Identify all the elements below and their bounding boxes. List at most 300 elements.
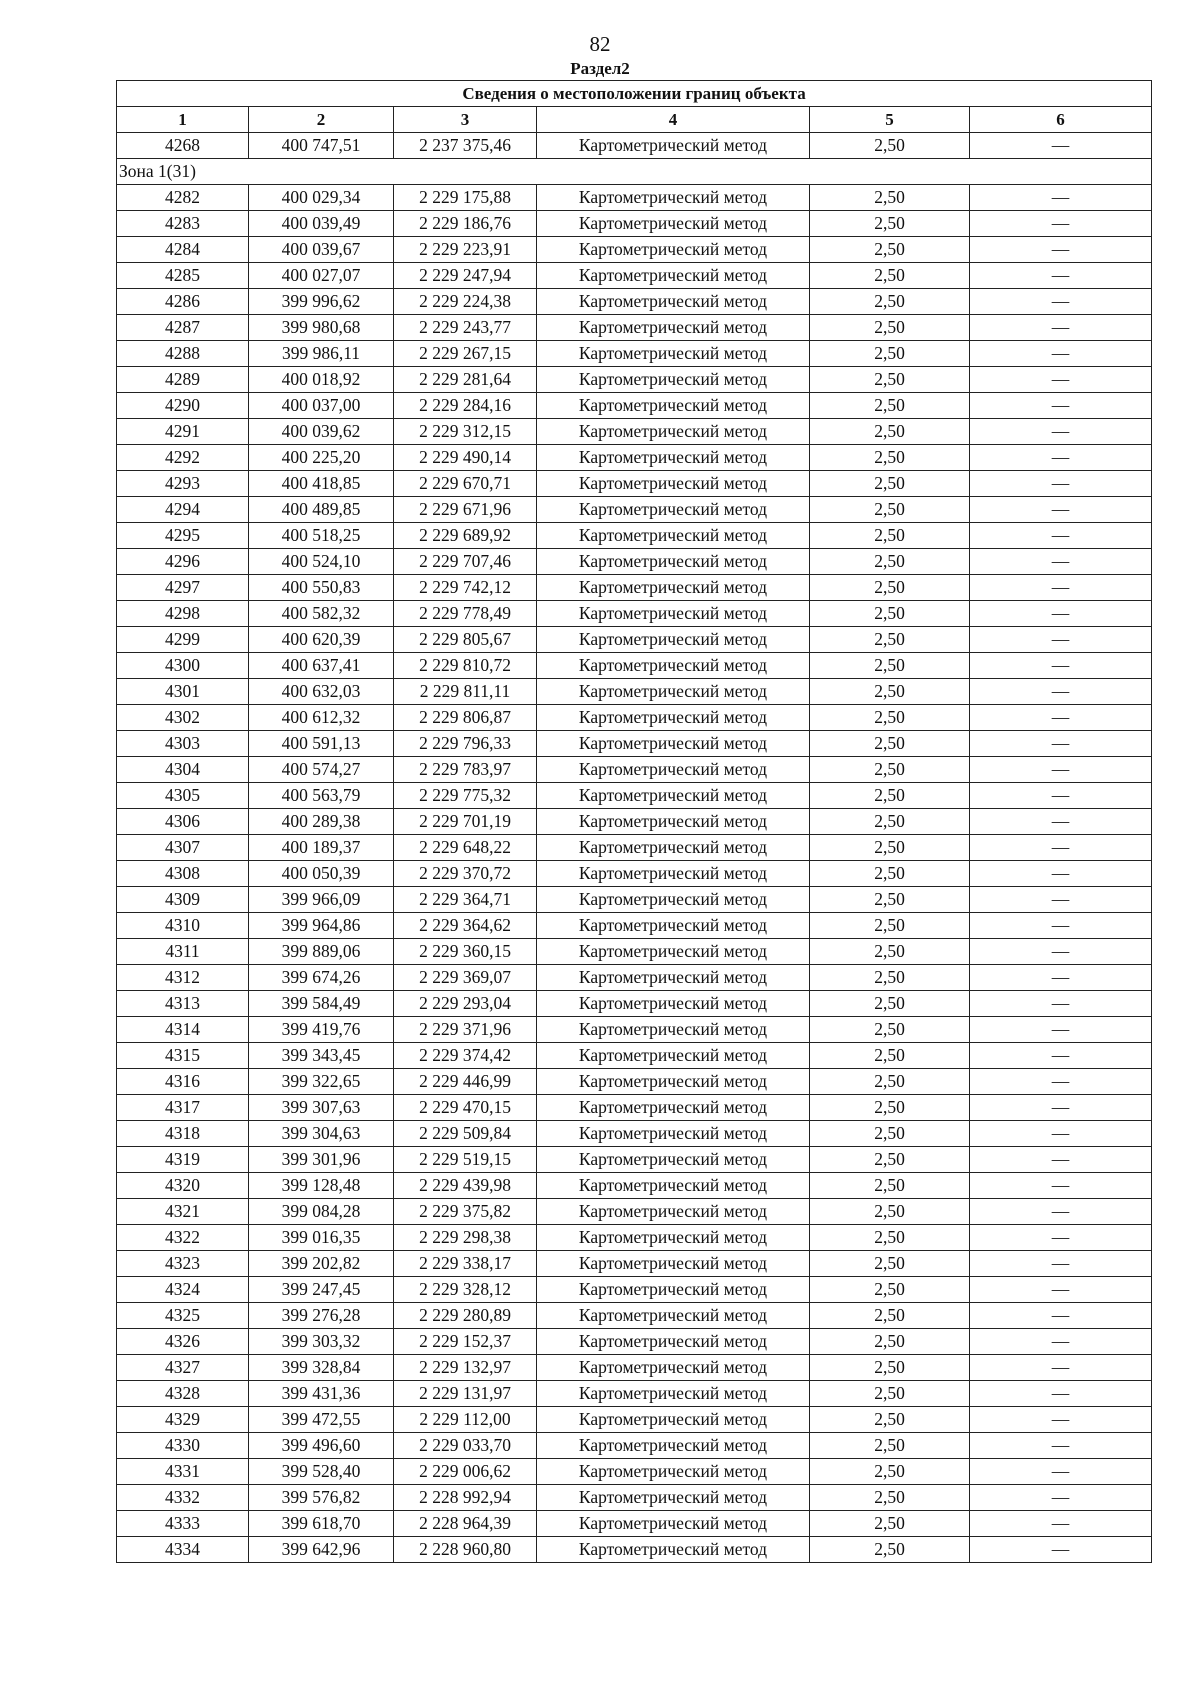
- method: Картометрический метод: [537, 1173, 810, 1199]
- method: Картометрический метод: [537, 835, 810, 861]
- accuracy: 2,50: [810, 263, 970, 289]
- coordinate-y: 2 229 224,38: [394, 289, 537, 315]
- point-number: 4329: [117, 1407, 249, 1433]
- coordinate-y: 2 229 689,92: [394, 523, 537, 549]
- coordinate-x: 399 674,26: [249, 965, 394, 991]
- note: —: [970, 1069, 1152, 1095]
- accuracy: 2,50: [810, 1251, 970, 1277]
- accuracy: 2,50: [810, 887, 970, 913]
- point-number: 4299: [117, 627, 249, 653]
- coordinate-x: 399 322,65: [249, 1069, 394, 1095]
- column-header-2: 2: [249, 107, 394, 133]
- note: —: [970, 1043, 1152, 1069]
- table-row: [117, 705, 1152, 731]
- coordinate-y: 2 229 006,62: [394, 1459, 537, 1485]
- table-row: [117, 471, 1152, 497]
- note: —: [970, 757, 1152, 783]
- method: Картометрический метод: [537, 315, 810, 341]
- coordinate-y: 2 229 112,00: [394, 1407, 537, 1433]
- coordinate-x: 400 591,13: [249, 731, 394, 757]
- note: —: [970, 1095, 1152, 1121]
- table-row: [117, 341, 1152, 367]
- point-number: 4312: [117, 965, 249, 991]
- table-row: [117, 965, 1152, 991]
- point-number: 4293: [117, 471, 249, 497]
- method: Картометрический метод: [537, 185, 810, 211]
- coordinate-y: 2 229 152,37: [394, 1329, 537, 1355]
- coordinate-x: 399 128,48: [249, 1173, 394, 1199]
- accuracy: 2,50: [810, 1121, 970, 1147]
- coordinate-y: 2 229 360,15: [394, 939, 537, 965]
- coordinate-y: 2 229 509,84: [394, 1121, 537, 1147]
- coordinate-y: 2 228 964,39: [394, 1511, 537, 1537]
- method: Картометрический метод: [537, 1407, 810, 1433]
- point-number: 4315: [117, 1043, 249, 1069]
- point-number: 4294: [117, 497, 249, 523]
- coordinate-x: 399 202,82: [249, 1251, 394, 1277]
- coordinate-y: 2 229 186,76: [394, 211, 537, 237]
- coordinate-y: 2 229 446,99: [394, 1069, 537, 1095]
- method: Картометрический метод: [537, 211, 810, 237]
- table-row: [117, 653, 1152, 679]
- coordinate-x: 400 289,38: [249, 809, 394, 835]
- note: —: [970, 341, 1152, 367]
- method: Картометрический метод: [537, 913, 810, 939]
- accuracy: 2,50: [810, 991, 970, 1017]
- method: Картометрический метод: [537, 1069, 810, 1095]
- table-title: Сведения о местоположении границ объекта: [117, 81, 1152, 107]
- table-row: [117, 1355, 1152, 1381]
- accuracy: 2,50: [810, 731, 970, 757]
- table-row: [117, 1485, 1152, 1511]
- note: —: [970, 965, 1152, 991]
- accuracy: 2,50: [810, 1095, 970, 1121]
- accuracy: 2,50: [810, 133, 970, 159]
- point-number: 4319: [117, 1147, 249, 1173]
- accuracy: 2,50: [810, 393, 970, 419]
- accuracy: 2,50: [810, 1303, 970, 1329]
- point-number: 4321: [117, 1199, 249, 1225]
- method: Картометрический метод: [537, 367, 810, 393]
- table-row: [117, 315, 1152, 341]
- boundary-table: [116, 80, 1152, 1563]
- point-number: 4322: [117, 1225, 249, 1251]
- coordinate-x: 399 576,82: [249, 1485, 394, 1511]
- point-number: 4268: [117, 133, 249, 159]
- table-row: [117, 1147, 1152, 1173]
- method: Картометрический метод: [537, 939, 810, 965]
- column-header-1: 1: [117, 107, 249, 133]
- method: Картометрический метод: [537, 289, 810, 315]
- note: —: [970, 1485, 1152, 1511]
- point-number: 4283: [117, 211, 249, 237]
- point-number: 4324: [117, 1277, 249, 1303]
- coordinate-y: 2 229 033,70: [394, 1433, 537, 1459]
- coordinate-x: 400 418,85: [249, 471, 394, 497]
- method: Картометрический метод: [537, 991, 810, 1017]
- table-row: [117, 835, 1152, 861]
- column-header-6: 6: [970, 107, 1152, 133]
- method: Картометрический метод: [537, 1303, 810, 1329]
- note: —: [970, 601, 1152, 627]
- point-number: 4302: [117, 705, 249, 731]
- coordinate-y: 2 229 701,19: [394, 809, 537, 835]
- coordinate-x: 400 524,10: [249, 549, 394, 575]
- coordinate-x: 399 618,70: [249, 1511, 394, 1537]
- accuracy: 2,50: [810, 1511, 970, 1537]
- coordinate-x: 399 980,68: [249, 315, 394, 341]
- method: Картометрический метод: [537, 757, 810, 783]
- note: —: [970, 419, 1152, 445]
- method: Картометрический метод: [537, 1225, 810, 1251]
- table-row: [117, 445, 1152, 471]
- table-row: [117, 757, 1152, 783]
- coordinate-y: 2 228 992,94: [394, 1485, 537, 1511]
- zone-label: Зона 1(31): [117, 159, 1152, 185]
- note: —: [970, 1407, 1152, 1433]
- coordinate-y: 2 229 281,64: [394, 367, 537, 393]
- coordinate-y: 2 229 370,72: [394, 861, 537, 887]
- table-head: [117, 81, 1152, 133]
- coordinate-y: 2 229 267,15: [394, 341, 537, 367]
- coordinate-x: 400 018,92: [249, 367, 394, 393]
- table-row: [117, 367, 1152, 393]
- coordinate-y: 2 229 132,97: [394, 1355, 537, 1381]
- coordinate-x: 399 966,09: [249, 887, 394, 913]
- coordinate-y: 2 229 707,46: [394, 549, 537, 575]
- method: Картометрический метод: [537, 1095, 810, 1121]
- method: Картометрический метод: [537, 523, 810, 549]
- note: —: [970, 1199, 1152, 1225]
- accuracy: 2,50: [810, 705, 970, 731]
- note: —: [970, 939, 1152, 965]
- point-number: 4332: [117, 1485, 249, 1511]
- coordinate-x: 400 518,25: [249, 523, 394, 549]
- coordinate-x: 399 889,06: [249, 939, 394, 965]
- accuracy: 2,50: [810, 1069, 970, 1095]
- coordinate-x: 400 489,85: [249, 497, 394, 523]
- coordinate-x: 399 343,45: [249, 1043, 394, 1069]
- coordinate-y: 2 229 298,38: [394, 1225, 537, 1251]
- accuracy: 2,50: [810, 939, 970, 965]
- coordinate-y: 2 229 280,89: [394, 1303, 537, 1329]
- coordinate-x: 399 996,62: [249, 289, 394, 315]
- table-row: [117, 523, 1152, 549]
- method: Картометрический метод: [537, 1485, 810, 1511]
- note: —: [970, 211, 1152, 237]
- table-row: [117, 1225, 1152, 1251]
- point-number: 4313: [117, 991, 249, 1017]
- point-number: 4298: [117, 601, 249, 627]
- note: —: [970, 705, 1152, 731]
- note: —: [970, 471, 1152, 497]
- method: Картометрический метод: [537, 1537, 810, 1563]
- coordinate-x: 400 037,00: [249, 393, 394, 419]
- note: —: [970, 549, 1152, 575]
- accuracy: 2,50: [810, 1147, 970, 1173]
- table-row: [117, 783, 1152, 809]
- accuracy: 2,50: [810, 1277, 970, 1303]
- table-row: [117, 1303, 1152, 1329]
- coordinate-y: 2 229 490,14: [394, 445, 537, 471]
- coordinate-x: 399 584,49: [249, 991, 394, 1017]
- table-row: [117, 1407, 1152, 1433]
- method: Картометрический метод: [537, 601, 810, 627]
- accuracy: 2,50: [810, 1329, 970, 1355]
- accuracy: 2,50: [810, 1407, 970, 1433]
- table-row: [117, 237, 1152, 263]
- note: —: [970, 809, 1152, 835]
- coordinate-y: 2 229 312,15: [394, 419, 537, 445]
- table-row: [117, 1537, 1152, 1563]
- column-header-5: 5: [810, 107, 970, 133]
- coordinate-y: 2 229 810,72: [394, 653, 537, 679]
- method: Картометрический метод: [537, 133, 810, 159]
- table-row: [117, 1329, 1152, 1355]
- method: Картометрический метод: [537, 653, 810, 679]
- accuracy: 2,50: [810, 835, 970, 861]
- accuracy: 2,50: [810, 575, 970, 601]
- table-row: [117, 1277, 1152, 1303]
- zone-row: [117, 159, 1152, 185]
- method: Картометрический метод: [537, 393, 810, 419]
- point-number: 4325: [117, 1303, 249, 1329]
- method: Картометрический метод: [537, 1017, 810, 1043]
- point-number: 4284: [117, 237, 249, 263]
- point-number: 4317: [117, 1095, 249, 1121]
- method: Картометрический метод: [537, 497, 810, 523]
- accuracy: 2,50: [810, 1459, 970, 1485]
- table-row: [117, 1173, 1152, 1199]
- table-row: [117, 731, 1152, 757]
- point-number: 4300: [117, 653, 249, 679]
- table-row: [117, 601, 1152, 627]
- table-row: [117, 133, 1152, 159]
- accuracy: 2,50: [810, 965, 970, 991]
- note: —: [970, 1147, 1152, 1173]
- note: —: [970, 1225, 1152, 1251]
- point-number: 4292: [117, 445, 249, 471]
- coordinate-x: 399 419,76: [249, 1017, 394, 1043]
- coordinate-x: 399 496,60: [249, 1433, 394, 1459]
- coordinate-y: 2 229 371,96: [394, 1017, 537, 1043]
- table-row: [117, 861, 1152, 887]
- coordinate-y: 2 229 328,12: [394, 1277, 537, 1303]
- table-row: [117, 1511, 1152, 1537]
- accuracy: 2,50: [810, 419, 970, 445]
- table-row: [117, 809, 1152, 835]
- coordinate-y: 2 229 364,62: [394, 913, 537, 939]
- coordinate-y: 2 229 338,17: [394, 1251, 537, 1277]
- method: Картометрический метод: [537, 783, 810, 809]
- point-number: 4326: [117, 1329, 249, 1355]
- coordinate-x: 400 029,34: [249, 185, 394, 211]
- note: —: [970, 263, 1152, 289]
- method: Картометрический метод: [537, 1433, 810, 1459]
- column-header-4: 4: [537, 107, 810, 133]
- coordinate-x: 400 189,37: [249, 835, 394, 861]
- method: Картометрический метод: [537, 1043, 810, 1069]
- coordinate-y: 2 229 783,97: [394, 757, 537, 783]
- table-row: [117, 1251, 1152, 1277]
- column-header-3: 3: [394, 107, 537, 133]
- coordinate-x: 399 304,63: [249, 1121, 394, 1147]
- accuracy: 2,50: [810, 1355, 970, 1381]
- method: Картометрический метод: [537, 861, 810, 887]
- note: —: [970, 1511, 1152, 1537]
- note: —: [970, 289, 1152, 315]
- table-row: [117, 939, 1152, 965]
- table-row: [117, 497, 1152, 523]
- method: Картометрический метод: [537, 1511, 810, 1537]
- table-row: [117, 1381, 1152, 1407]
- note: —: [970, 913, 1152, 939]
- coordinate-y: 2 229 778,49: [394, 601, 537, 627]
- coordinate-y: 2 229 175,88: [394, 185, 537, 211]
- coordinate-x: 400 574,27: [249, 757, 394, 783]
- coordinate-x: 400 039,62: [249, 419, 394, 445]
- method: Картометрический метод: [537, 237, 810, 263]
- coordinate-y: 2 229 131,97: [394, 1381, 537, 1407]
- accuracy: 2,50: [810, 783, 970, 809]
- coordinate-y: 2 229 223,91: [394, 237, 537, 263]
- accuracy: 2,50: [810, 757, 970, 783]
- coordinate-y: 2 229 805,67: [394, 627, 537, 653]
- coordinate-x: 399 084,28: [249, 1199, 394, 1225]
- point-number: 4330: [117, 1433, 249, 1459]
- coordinate-x: 399 431,36: [249, 1381, 394, 1407]
- method: Картометрический метод: [537, 471, 810, 497]
- table-row: [117, 887, 1152, 913]
- note: —: [970, 1355, 1152, 1381]
- note: —: [970, 497, 1152, 523]
- coordinate-x: 399 964,86: [249, 913, 394, 939]
- accuracy: 2,50: [810, 1173, 970, 1199]
- method: Картометрический метод: [537, 1121, 810, 1147]
- page-number: 82: [589, 32, 611, 56]
- method: Картометрический метод: [537, 627, 810, 653]
- table-row: [117, 1043, 1152, 1069]
- table-row: [117, 1121, 1152, 1147]
- coordinate-y: 2 229 369,07: [394, 965, 537, 991]
- coordinate-x: 399 307,63: [249, 1095, 394, 1121]
- coordinate-y: 2 229 806,87: [394, 705, 537, 731]
- coordinate-x: 400 039,49: [249, 211, 394, 237]
- table-row: [117, 1459, 1152, 1485]
- accuracy: 2,50: [810, 471, 970, 497]
- table-row: [117, 185, 1152, 211]
- coordinate-x: 400 225,20: [249, 445, 394, 471]
- note: —: [970, 887, 1152, 913]
- accuracy: 2,50: [810, 1199, 970, 1225]
- table-row: [117, 627, 1152, 653]
- point-number: 4309: [117, 887, 249, 913]
- coordinate-y: 2 229 247,94: [394, 263, 537, 289]
- point-number: 4320: [117, 1173, 249, 1199]
- coordinate-x: 400 039,67: [249, 237, 394, 263]
- accuracy: 2,50: [810, 315, 970, 341]
- point-number: 4306: [117, 809, 249, 835]
- method: Картометрический метод: [537, 1277, 810, 1303]
- point-number: 4304: [117, 757, 249, 783]
- note: —: [970, 185, 1152, 211]
- accuracy: 2,50: [810, 237, 970, 263]
- method: Картометрический метод: [537, 731, 810, 757]
- point-number: 4334: [117, 1537, 249, 1563]
- coordinate-x: 400 563,79: [249, 783, 394, 809]
- coordinate-x: 400 582,32: [249, 601, 394, 627]
- method: Картометрический метод: [537, 705, 810, 731]
- note: —: [970, 445, 1152, 471]
- note: —: [970, 861, 1152, 887]
- method: Картометрический метод: [537, 419, 810, 445]
- method: Картометрический метод: [537, 1251, 810, 1277]
- point-number: 4331: [117, 1459, 249, 1485]
- point-number: 4290: [117, 393, 249, 419]
- coordinate-x: 399 472,55: [249, 1407, 394, 1433]
- accuracy: 2,50: [810, 653, 970, 679]
- coordinate-y: 2 229 439,98: [394, 1173, 537, 1199]
- note: —: [970, 315, 1152, 341]
- coordinate-x: 400 620,39: [249, 627, 394, 653]
- note: —: [970, 1381, 1152, 1407]
- coordinate-x: 400 637,41: [249, 653, 394, 679]
- note: —: [970, 835, 1152, 861]
- accuracy: 2,50: [810, 1043, 970, 1069]
- method: Картометрический метод: [537, 1147, 810, 1173]
- coordinate-x: 399 986,11: [249, 341, 394, 367]
- note: —: [970, 523, 1152, 549]
- accuracy: 2,50: [810, 497, 970, 523]
- point-number: 4307: [117, 835, 249, 861]
- method: Картометрический метод: [537, 341, 810, 367]
- table-row: [117, 419, 1152, 445]
- point-number: 4301: [117, 679, 249, 705]
- accuracy: 2,50: [810, 601, 970, 627]
- table-row: [117, 1017, 1152, 1043]
- note: —: [970, 393, 1152, 419]
- coordinate-x: 399 303,32: [249, 1329, 394, 1355]
- note: —: [970, 1537, 1152, 1563]
- note: —: [970, 1433, 1152, 1459]
- method: Картометрический метод: [537, 965, 810, 991]
- point-number: 4303: [117, 731, 249, 757]
- accuracy: 2,50: [810, 1485, 970, 1511]
- point-number: 4289: [117, 367, 249, 393]
- note: —: [970, 237, 1152, 263]
- point-number: 4314: [117, 1017, 249, 1043]
- coordinate-y: 2 229 775,32: [394, 783, 537, 809]
- accuracy: 2,50: [810, 549, 970, 575]
- coordinate-x: 400 747,51: [249, 133, 394, 159]
- table-row: [117, 679, 1152, 705]
- coordinate-y: 2 228 960,80: [394, 1537, 537, 1563]
- point-number: 4327: [117, 1355, 249, 1381]
- note: —: [970, 1017, 1152, 1043]
- table-row: [117, 263, 1152, 289]
- method: Картометрический метод: [537, 1459, 810, 1485]
- note: —: [970, 1303, 1152, 1329]
- coordinate-y: 2 229 796,33: [394, 731, 537, 757]
- coordinate-y: 2 229 671,96: [394, 497, 537, 523]
- note: —: [970, 1173, 1152, 1199]
- accuracy: 2,50: [810, 1381, 970, 1407]
- method: Картометрический метод: [537, 1355, 810, 1381]
- method: Картометрический метод: [537, 549, 810, 575]
- note: —: [970, 783, 1152, 809]
- point-number: 4308: [117, 861, 249, 887]
- table-row: [117, 991, 1152, 1017]
